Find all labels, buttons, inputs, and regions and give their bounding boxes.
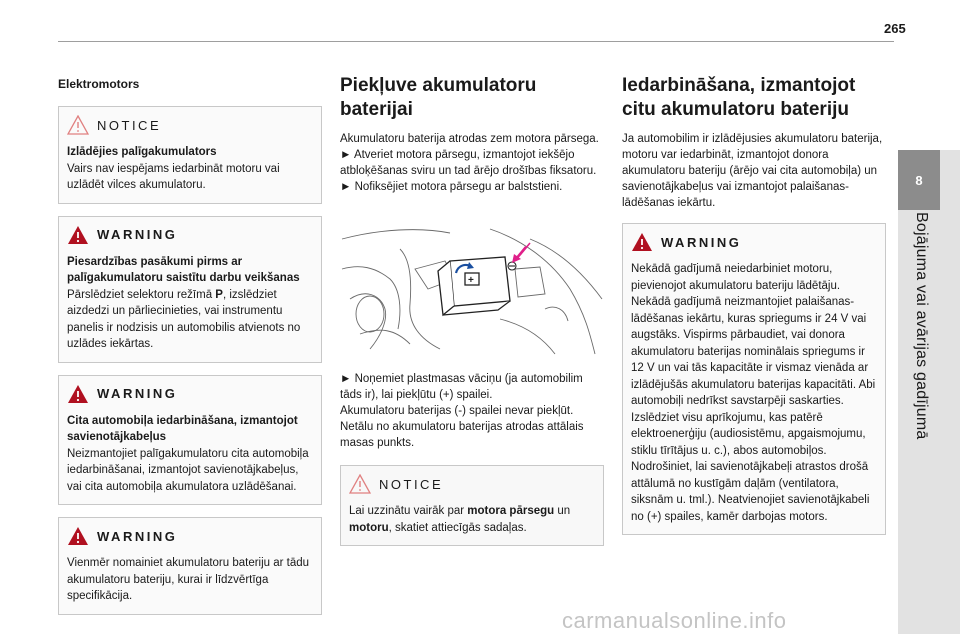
notice-title: NOTICE: [97, 117, 162, 133]
warning-title: WARNING: [661, 234, 742, 250]
ground-point-text: Akumulatoru baterijas (-) spailei nevar piekļūt. Netālu no akumulatoru baterijas atrodas attālais masas punkts.: [340, 405, 584, 449]
notice-triangle-icon: [349, 474, 371, 494]
warning-box: [58, 517, 322, 615]
warning-title: WARNING: [97, 528, 178, 544]
section-title-jump-start: Iedarbināšana, izmantojot citu akumulatoru bateriju: [622, 75, 856, 120]
engine-bay-drawing: [340, 209, 604, 357]
warning-triangle-icon: [67, 526, 89, 546]
warning-box: [58, 375, 322, 506]
notice-title: NOTICE: [379, 476, 444, 492]
warning-text: Nekādā gadījumā neiedarbiniet motoru, pievienojot akumulatoru bateriju lādētāju. Nekādā gadījumā neizmantojiet palaišanas-lādēšanas iekārtu, kuras spriegums ir 24 V vai augstāks. Vispirms pārbaudiet, vai donora akumulatoru baterijas nominālais spriegums ir 12 V un vai tās kapacitāte ir vismaz vienāda ar izlādējušās akumulatoru baterijas kapacitāti. Abi automobiļi nedrīkst savstarpēji saskarties. Izslēdziet visu aprīkojumu, kas patērē elektroenerģiju (audiosistēmu, apgaismojumu, stiklu tīrītājus u. c.), abos automobiļos. Nodrošiniet, lai savienotājkabeļi atrastos drošā attālumā no kustīgām daļām (ventilatora, siksnām u. tml.). Neatvienojiet savienotājkabeli no (+) spailes, kamēr darbojas motors.: [631, 263, 876, 523]
warning-triangle-icon: [631, 232, 653, 252]
warning-triangle-icon: [67, 225, 89, 245]
step-open-hood: ► Atveriet motora pārsegu, izmantojot iekšējo atbloķēšanas sviru un tad ārējo drošības fiksatoru.: [340, 149, 597, 177]
warning-box: [58, 216, 322, 363]
warning-box: [622, 223, 886, 535]
watermark: carmanualsonline.info: [562, 608, 787, 633]
warning-title: WARNING: [97, 386, 178, 401]
page-number: 265: [884, 21, 906, 36]
battery-illustration: [340, 209, 604, 357]
top-divider: [58, 41, 894, 42]
warning-title: WARNING: [97, 227, 178, 242]
step-remove-cover: ► Noņemiet plastmasas vāciņu (ja automobilim tāds ir), lai piekļūtu (+) spailei.: [340, 373, 583, 401]
notice-box: [58, 106, 322, 204]
intro-text: Akumulatoru baterija atrodas zem motora pārsega.: [340, 133, 599, 145]
warning-text: Pārslēdziet selektoru režīmā P, izslēdziet aizdedzi un pārliecinieties, vai instrumentu panelis ir nodzisis un automobilis atvienots no uzlādes iekārtas.: [67, 288, 301, 350]
chapter-title: Bojājuma vai avārijas gadījumā: [913, 212, 930, 440]
warning-bold-line: Cita automobiļa iedarbināšana, izmantojot savienotājkabeļus: [67, 414, 298, 443]
step-secure-hood: ► Nofiksējiet motora pārsegu ar balststieni.: [340, 181, 563, 193]
section-heading-electromotor: Elektromotors: [58, 77, 140, 91]
notice-text: Lai uzzinātu vairāk par motora pārsegu un motoru, skatiet attiecīgās sadaļas.: [349, 505, 571, 534]
warning-triangle-icon: [67, 384, 89, 404]
notice-triangle-icon: [67, 115, 89, 135]
notice-text: Vairs nav iespējams iedarbināt motoru vai uzlādēt vilces akumulatoru.: [67, 162, 280, 191]
warning-text: Vienmēr nomainiet akumulatoru bateriju ar tādu akumulatoru bateriju, kurai ir līdzvērtīga specifikācija.: [67, 557, 310, 602]
plus-terminal-label: +: [468, 275, 474, 286]
section-title-battery-access: Piekļuve akumulatoru baterijai: [340, 75, 537, 120]
column-2: [340, 74, 604, 558]
intro-text: Ja automobilim ir izlādējusies akumulatoru baterija, motoru var iedarbināt, izmantojot donora akumulatoru bateriju (ārējo vai cita automobiļa) un savienotājkabeļus vai izmantojot palaišanas-lādēšanas iekārtu.: [622, 133, 883, 209]
chapter-number: 8: [898, 150, 940, 210]
notice-bold-line: Izlādējies palīgakumulators: [67, 146, 217, 158]
warning-bold-line: Piesardzības pasākumi pirms ar palīgakumulatoru saistītu darbu veikšanas: [67, 255, 300, 284]
warning-text: Neizmantojiet palīgakumulatoru cita automobiļa iedarbināšanai, izmantojot savienotājkabeļus, vai cita automobiļa akumulatora uzlādēšanai.: [67, 447, 309, 493]
column-3: [622, 74, 886, 547]
column-1: [58, 73, 322, 627]
notice-box: [340, 465, 604, 546]
